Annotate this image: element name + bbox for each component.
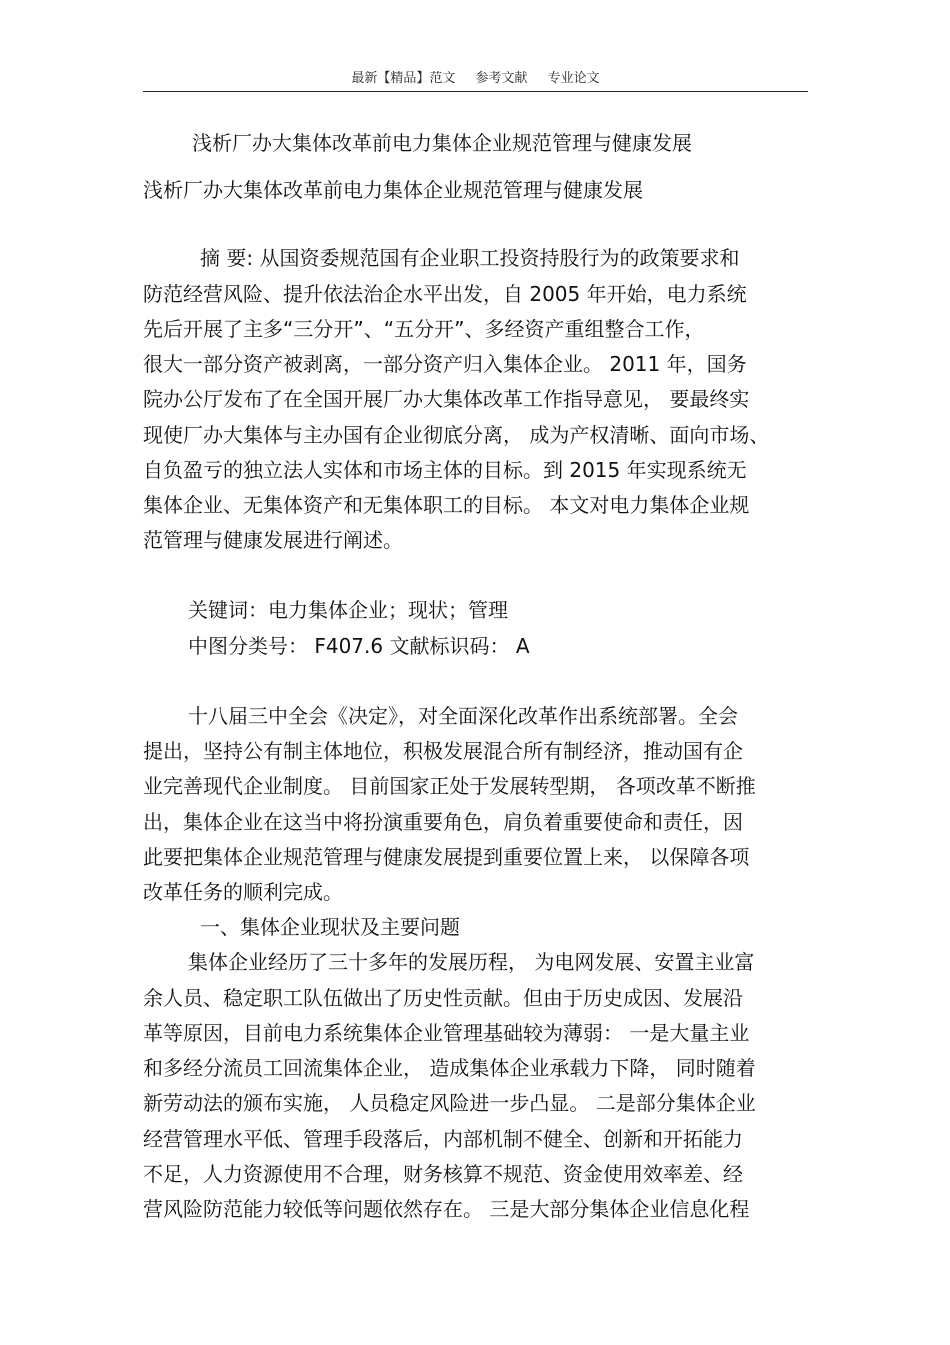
abstract-line: 先后开展了主多“三分开”、“五分开”、多经资产重组整合工作， <box>143 317 705 341</box>
abstract-line: 院办公厅发布了在全国开展厂办大集体改革工作指导意见， 要最终实 <box>143 387 750 411</box>
body-line: 出，集体企业在这当中将扮演重要角色，肩负着重要使命和责任，因 <box>143 810 743 834</box>
abstract-line: 集体企业、无集体资产和无集体职工的目标。 本文对电力集体企业规 <box>143 493 750 517</box>
body-line: 和多经分流员工回流集体企业， 造成集体企业承载力下降， 同时随着 <box>143 1056 756 1080</box>
abstract-line: 摘 要: 从国资委规范国有企业职工投资持股行为的政策要求和 <box>200 246 740 270</box>
header-rule <box>143 91 808 92</box>
body-line: 革等原因，目前电力系统集体企业管理基础较为薄弱： 一是大量主业 <box>143 1021 750 1045</box>
abstract-line: 现使厂办大集体与主办国有企业彻底分离， 成为产权清晰、面向市场、 <box>143 423 770 447</box>
abstract-line: 自负盈亏的独立法人实体和市场主体的目标。到 2015 年实现系统无 <box>143 458 747 482</box>
body-line: 提出，坚持公有制主体地位，积极发展混合所有制经济，推动国有企 <box>143 739 743 763</box>
body-line: 此要把集体企业规范管理与健康发展提到重要位置上来， 以保障各项 <box>143 845 750 869</box>
document-subtitle: 浅析厂办大集体改革前电力集体企业规范管理与健康发展 <box>143 178 643 202</box>
body-line: 余人员、稳定职工队伍做出了历史性贡献。但由于历史成因、发展沿 <box>143 986 743 1010</box>
body-line: 业完善现代企业制度。 目前国家正处于发展转型期， 各项改革不断推 <box>143 774 756 798</box>
body-line: 改革任务的顺利完成。 <box>143 880 343 904</box>
body-line: 十八届三中全会《决定》，对全面深化改革作出系统部署。全会 <box>188 704 738 728</box>
abstract-line: 范管理与健康发展进行阐述。 <box>143 528 403 552</box>
keywords: 关键词：电力集体企业；现状；管理 <box>188 598 508 622</box>
body-line: 集体企业经历了三十多年的发展历程， 为电网发展、安置主业富 <box>188 950 755 974</box>
body-line: 经营管理水平低、管理手段落后，内部机制不健全、创新和开拓能力 <box>143 1127 743 1151</box>
document-title: 浅析厂办大集体改革前电力集体企业规范管理与健康发展 <box>192 131 692 155</box>
header-item: 专业论文 <box>547 71 600 86</box>
abstract-line: 防范经营风险、提升依法治企水平出发，自 2005 年开始，电力系统 <box>143 282 747 306</box>
body-line: 营风险防范能力较低等问题依然存在。 三是大部分集体企业信息化程 <box>143 1197 750 1221</box>
page-header <box>143 67 808 91</box>
body-line: 新劳动法的颁布实施， 人员稳定风险进一步凸显。 二是部分集体企业 <box>143 1091 756 1115</box>
abstract-line: 很大一部分资产被剥离，一部分资产归入集体企业。 2011 年，国务 <box>143 352 747 376</box>
classification: 中图分类号： F407.6 文献标识码： A <box>188 634 530 658</box>
body-line: 不足，人力资源使用不合理，财务核算不规范、资金使用效率差、经 <box>143 1162 743 1186</box>
header-item: 最新【精品】范文 <box>351 71 456 86</box>
section-heading: 一、集体企业现状及主要问题 <box>200 915 460 939</box>
header-item: 参考文献 <box>475 71 528 86</box>
